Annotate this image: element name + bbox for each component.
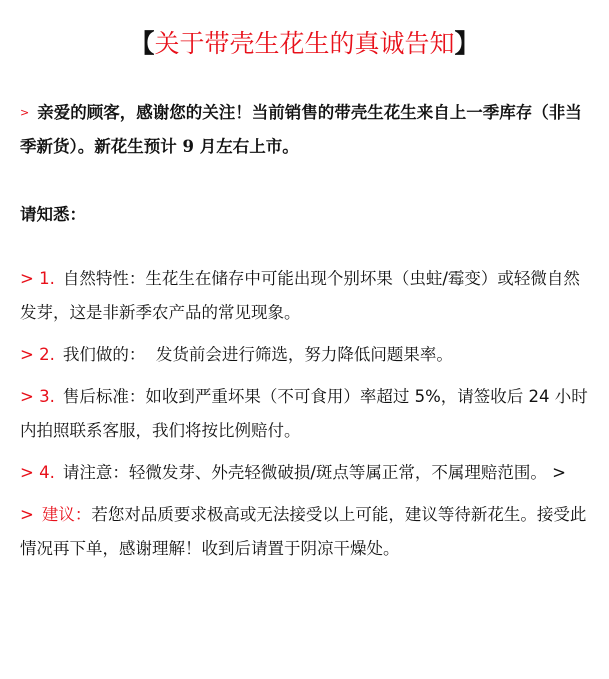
- notice-list: [20, 262, 592, 574]
- notice-heading: 请知悉：: [20, 205, 86, 224]
- list-item-marker: > 1.: [20, 269, 55, 288]
- list-item-2: [20, 338, 592, 372]
- list-item-text: 请注意：轻微发芽、外壳轻微破损/斑点等属正常，不属理赔范围。: [62, 463, 547, 482]
- page-title: [0, 24, 609, 64]
- list-item-text: 若您对品质要求极高或无法接受以上可能，建议等待新花生。接受此情况再下单，感谢理解！收到后请置于阴凉干燥处。: [20, 505, 587, 558]
- title-text: 关于带壳生花生的真诚告知: [154, 29, 455, 58]
- list-item-marker: > 3.: [20, 387, 55, 406]
- list-item-4: [20, 456, 592, 490]
- list-item-text: 售后标准：如收到严重坏果（不可食用）率超过 5%，请签收后 24 小时内拍照联系客服，我们将按比例赔付。: [20, 387, 588, 440]
- list-item-marker: >: [20, 505, 34, 524]
- list-item-suggestion: [20, 498, 592, 566]
- intro-text: 亲爱的顾客，感谢您的关注！当前销售的带壳生花生来自上一季库存（非当季新货）。新花生预计 9 月左右上市。: [20, 103, 582, 156]
- list-item-3: [20, 380, 592, 448]
- list-item-marker: > 4.: [20, 463, 55, 482]
- list-item-tail-marker: >: [552, 463, 566, 482]
- list-item-marker: > 2.: [20, 345, 55, 364]
- title-close-bracket: 】: [454, 29, 480, 58]
- list-item-text: 我们做的： 发货前会进行筛选，努力降低问题果率。: [62, 345, 453, 364]
- intro-paragraph: [20, 96, 590, 164]
- list-item-1: [20, 262, 592, 330]
- list-item-text: 自然特性：生花生在储存中可能出现个别坏果（虫蛀/霉变）或轻微自然发芽，这是非新季农产品的常见现象。: [20, 269, 580, 322]
- title-open-bracket: 【: [129, 29, 155, 58]
- intro-marker-icon: >: [20, 106, 30, 119]
- suggestion-label: 建议：: [41, 505, 92, 524]
